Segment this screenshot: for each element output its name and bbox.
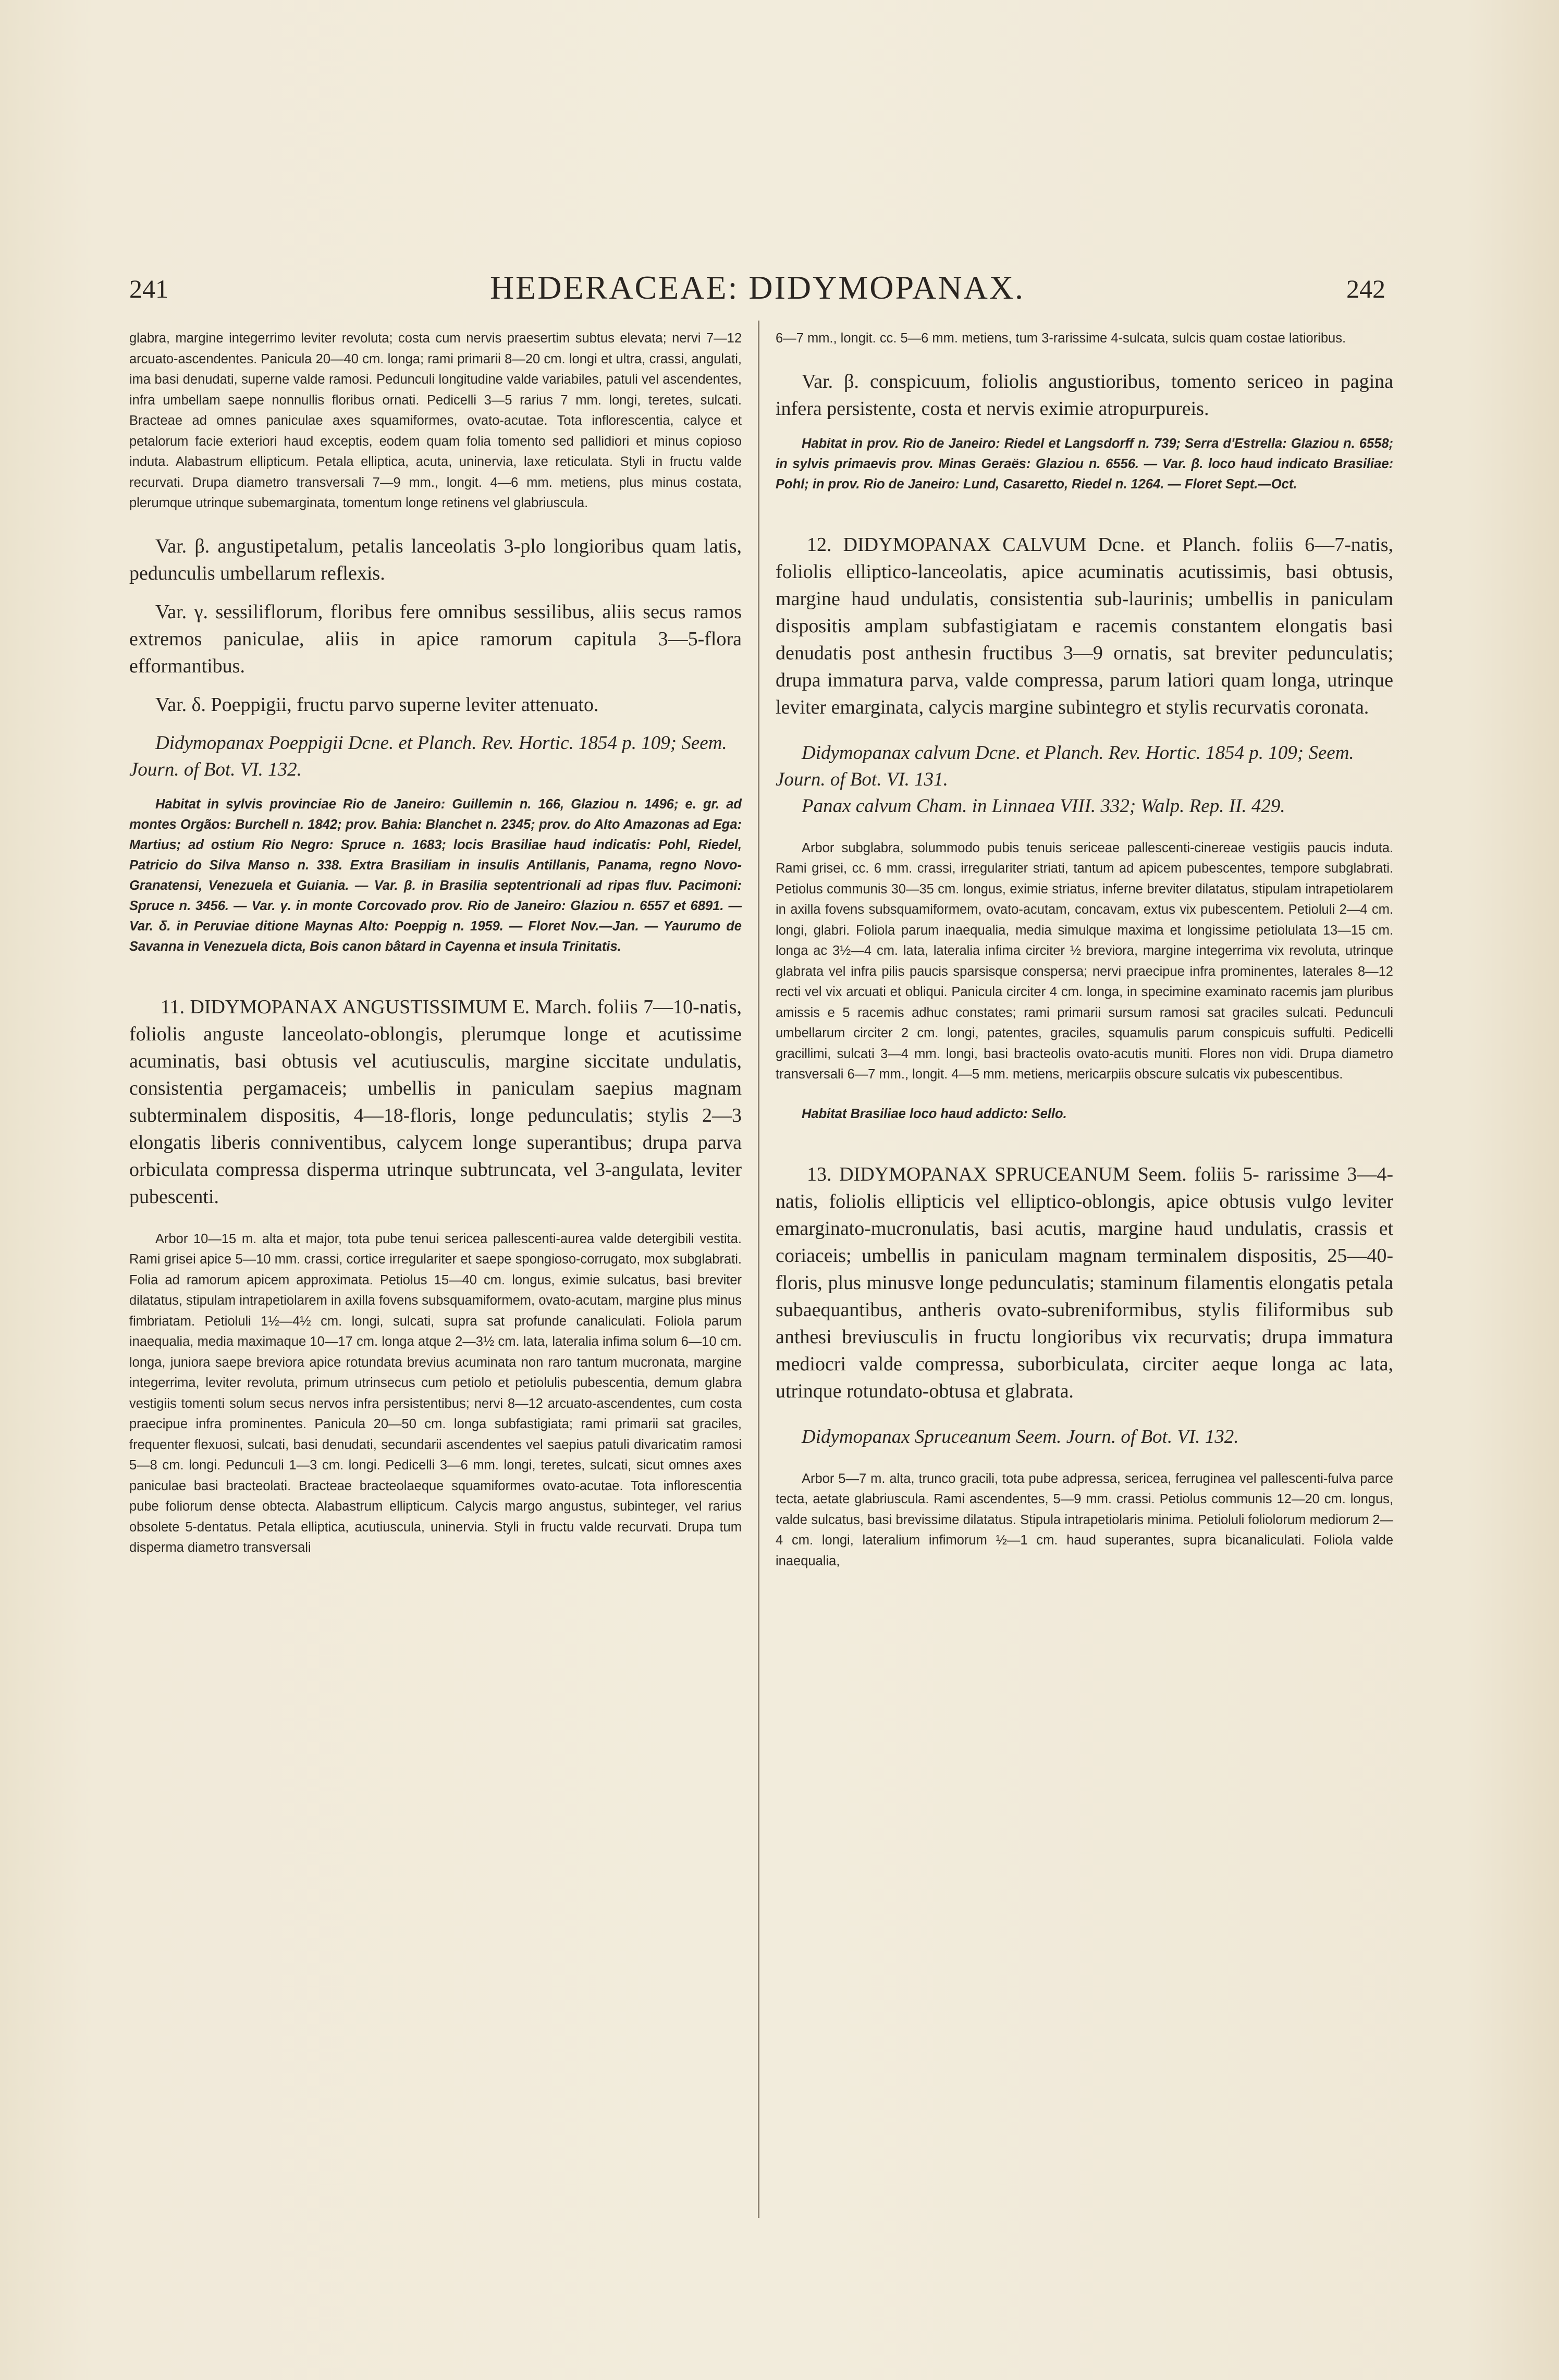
variety-beta-conspicuum: Var. β. conspicuum, foliolis angustioribus, tomento sericeo in pagina infera persistente, costa et nervis eximie atropurpureis.: [776, 370, 1393, 420]
species-13-reference: Didymopanax Spruceanum Seem. Journ. of Bot. VI. 132.: [802, 1426, 1239, 1447]
species-13-description: Arbor 5—7 m. alta, trunco gracili, tota pube adpressa, sericea, ferruginea vel pallescenti-fulva parce tecta, aetate glabriuscula. Rami ascendentes, 5—9 mm. crassi. Petiolus communis 12—20 cm. longus, valde sulcatus, basi brevissime dilatatus. Stipula intrapetiolaris minima. Petioluli foliolorum mediorum 2—4 cm. longi, lateralium infimorum ½—1 cm. haud superantes, supra bicanaliculati. Foliola valde inaequalia,: [776, 1471, 1393, 1568]
species-11-heading: 11. DIDYMOPANAX ANGUSTISSIMUM E. March. foliis 7—10-natis, foliolis anguste lanceolato-oblongis, plerumque longe et acutissime acuminatis, basi obtusis vel acutiusculis, margine siccitate undulatis, consistentia pergamaceis; umbellis in paniculam saepius magnam subterminalem dispositis, 4—18-floris, longe pedunculatis; stylis 2—3 elongatis liberis conniventibus, calycem longe superantibus; drupa parva orbiculata compressa disperma utrinque subtruncata, vel 3-angulata, leviter pubescenti.: [129, 996, 742, 1208]
species-12-description: Arbor subglabra, solummodo pubis tenuis sericeae pallescenti-cinereae vestigiis paucis induta. Rami grisei, cc. 6 mm. crassi, irregulariter striati, tantum ad apicem pubescentes, tempore subglabrati. Petiolus communis 30—35 cm. longus, eximie striatus, inferne breviter dilatatus, stipulam intrapetiolarem in axilla fovens subsquamiformem, ovato-acutam, concavam, extus vix pubescentem. Petioluli 2—4 cm. longi, glabri. Foliola parum inaequalia, media simulque maxima et longissime petiolulata 13—15 cm. longa ac 3½—4 cm. lata, lateralia infima circiter ½ breviora, margine integerrima vix revoluta, utrinque glabrata vel infra pilis paucis sparsisque conspersa; nervi praecipue infra prominentes, laterales 8—12 recti vel vix arcuati et obliqui. Panicula circiter 4 cm. longa, in specimine examinato racemis jam pluribus amissis e 5 racemis adhuc constates; rami primarii sursum ramosi sat graciles sulcati. Pedunculi umbellarum circiter 2 cm. longi, patentes, graciles, squamulis parum conspicuis suffulti. Pedicelli gracillimi, sulcati 3—4 mm. longi, basi bracteolis ovato-acutis muniti. Flores non vidi. Drupa diametro transversali 6—7 mm., longit. 4—5 mm. metiens, mericarpiis obscure sulcatis vix pubescentibus.: [776, 840, 1393, 1082]
right-page-number: 242: [1346, 274, 1385, 303]
variety-beta: Var. β. angustipetalum, petalis lanceolatis 3-plo longioribus quam latis, pedunculis umbellarum reflexis.: [129, 535, 742, 584]
running-title: HEDERACEAE: DIDYMOPANAX.: [489, 269, 1025, 306]
page-header: [129, 268, 1385, 315]
species-12-heading: 12. DIDYMOPANAX CALVUM Dcne. et Planch. foliis 6—7-natis, foliolis elliptico-lanceolatis, apice acuminatis acutissimis, basi obtusis, margine haud undulatis, consistentia sub-laurinis; umbellis in paniculam dispositis amplam subfastigiatam e racemis constantem elongatis basi denudatis post anthesin fructibus 3—9 ornatis, sat breviter pedunculatis; drupa immatura parva, valde compressa, parum latiori quam longa, utrinque leviter emarginata, calycis margine subintegro et stylis recurvatis coronata.: [776, 533, 1393, 718]
column-divider: [758, 321, 759, 2218]
species-13-heading: 13. DIDYMOPANAX SPRUCEANUM Seem. foliis 5- rarissime 3—4-natis, foliolis ellipticis vel elliptico-oblongis, apice obtusis vulgo leviter emarginato-mucronulatis, basi acutis, margine haud undulatis, crassis et coriaceis; umbellis in paniculam magnam terminalem dispositis, 25—40-floris, plus minusve longe pedunculatis; staminum filamentis elongatis petala subaequantibus, antheris ovato-subreniformibus, stylis filiformibus sub anthesi breviusculis in fructu longioribus vix recurvatis; drupa immatura mediocri valde compressa, suborbiculata, circiter aeque longa ac lata, utrinque rotundato-obtusa et glabrata.: [776, 1163, 1393, 1402]
habitat-paragraph: Habitat in prov. Rio de Janeiro: Riedel et Langsdorff n. 739; Serra d'Estrella: Glaziou n. 6558; in sylvis primaevis prov. Minas Geraës: Glaziou n. 6556. — Var. β. loco haud indicato Brasiliae: Pohl; in prov. Rio de Janeiro: Lund, Casaretto, Riedel n. 1264. — Floret Sept.—Oct.: [776, 436, 1393, 492]
variety-delta: Var. δ. Poeppigii, fructu parvo superne leviter attenuato.: [155, 693, 599, 716]
description-continuation: 6—7 mm., longit. cc. 5—6 mm. metiens, tum 3-rarissime 4-sulcata, sulcis quam costae latioribus.: [776, 331, 1346, 346]
description-paragraph: glabra, margine integerrimo leviter revoluta; costa cum nervis praesertim subtus elevata; nervi 7—12 arcuato-ascendentes. Panicula 20—40 cm. longa; rami primarii 8—20 cm. longi et ultra, crassi, angulati, ima basi denudati, superne valde ramosi. Pedunculi longitudine valde variabiles, patuli vel ascendentes, infra umbellam saepe nonnullis floribus ornati. Pedicelli 3—5 rarius 7 mm. longi, teretes, sulcati. Bracteae ad omnes paniculae axes squamiformes, ovato-acutae. Tota inflorescentia, calyce et petalorum facie exteriori haud exceptis, eodem quam folia tomento sed pallidiori et minus copioso induta. Alabastrum ellipticum. Petala elliptica, acuta, uninervia, laxe reticulata. Styli in fructu valde recurvati. Drupa diametro transversali 7—9 mm., longit. 4—6 mm. metiens, plus minus costata, plerumque utrinque subemarginata, tomentum longe retinens vel glabriuscula.: [129, 331, 742, 510]
species-12-synonym: Panax calvum Cham. in Linnaea VIII. 332; Walp. Rep. II. 429.: [802, 795, 1285, 817]
left-column: [129, 328, 742, 1559]
variety-gamma: Var. γ. sessiliflorum, floribus fere omnibus sessilibus, aliis secus ramos extremos paniculae, aliis in apice ramorum capitula 3—5-flora efformantibus.: [129, 600, 742, 677]
species-12-habitat: Habitat Brasiliae loco haud addicto: Sello.: [802, 1106, 1067, 1121]
habitat-paragraph: Habitat in sylvis provinciae Rio de Janeiro: Guillemin n. 166, Glaziou n. 1496; e. gr. ad montes Orgãos: Burchell n. 1842; prov. Bahia: Blanchet n. 2345; prov. do Alto Amazonas ad Ega: Martius; ad ostium Rio Negro: Spruce n. 1683; locis Brasiliae haud indicatis: Pohl, Riedel, Patricio do Silva Manso n. 338. Extra Brasiliam in insulis Antillanis, Panama, regno Novo-Granatensi, Venezuela et Guiania. — Var. β. in Brasilia septentrionali ad ripas fluv. Pacimoni: Spruce n. 3456. — Var. γ. in monte Corcovado prov. Rio de Janeiro: Glaziou n. 6557 et 6891. — Var. δ. in Peruviae ditione Maynas Alto: Poeppig n. 1959. — Floret Nov.—Jan. — Yaurumo de Savanna in Venezuela dicta, Bois canon bâtard in Cayenna et insula Trinitatis.: [129, 796, 742, 954]
reference-delta: Didymopanax Poeppigii Dcne. et Planch. Rev. Hortic. 1854 p. 109; Seem. Journ. of Bot. VI. 132.: [129, 732, 727, 780]
right-column: [776, 328, 1393, 1572]
left-page-number: 241: [129, 274, 168, 303]
species-12-reference: Didymopanax calvum Dcne. et Planch. Rev. Hortic. 1854 p. 109; Seem. Journ. of Bot. VI. 131.: [776, 742, 1354, 790]
species-11-description: Arbor 10—15 m. alta et major, tota pube tenui sericea pallescenti-aurea valde detergibili vestita. Rami grisei apice 5—10 mm. crassi, cortice irregulariter et saepe spongioso-corrugato, mox subglabrati. Folia ad ramorum apicem approximata. Petiolus 15—40 cm. longus, eximie sulcatus, basi breviter dilatatus, stipulam intrapetiolarem in axilla fovens subsquamiformem, ovato-acutam, margine plus minus fimbriatam. Petioluli 1½—4½ cm. longi, sulcati, supra sat profunde canaliculati. Foliola parum inaequalia, media maximaque 10—17 cm. longa atque 2—3½ cm. lata, lateralia infima solum 6—10 cm. longa, juniora saepe breviora apice rotundata brevius acuminata non raro tantum mucronata, margine integerrima, leviter revoluta, primum utrinsecus cum petiolo et petiolulis pubescentia, demum glabra vestigiis tomenti solum secus nervos infra persistentibus; nervi 8—12 arcuato-ascendentes, cum costa praecipue infra prominentes. Panicula 20—50 cm. longa subfastigiata; rami primarii sat graciles, frequenter flexuosi, sulcati, basi denudati, secundarii ascendentes vel saepius patuli divaricatim ramosi 5—8 cm. longi. Pedunculi 1—3 cm. longi. Pedicelli 3—6 mm. longi, teretes, sulcati, sicut omnes axes paniculae basi bracteolati. Bracteae bracteolaeque squamiformes ovato-acutae. Tota inflorescentia pube foliorum dense obtecta. Alabastrum ellipticum. Calycis margo angustus, subinteger, vel rarius obsolete 5-dentatus. Petala elliptica, acutiuscula, uninervia. Styli in fructu valde recurvati. Drupa tum disperma diametro transversali: [129, 1231, 742, 1555]
